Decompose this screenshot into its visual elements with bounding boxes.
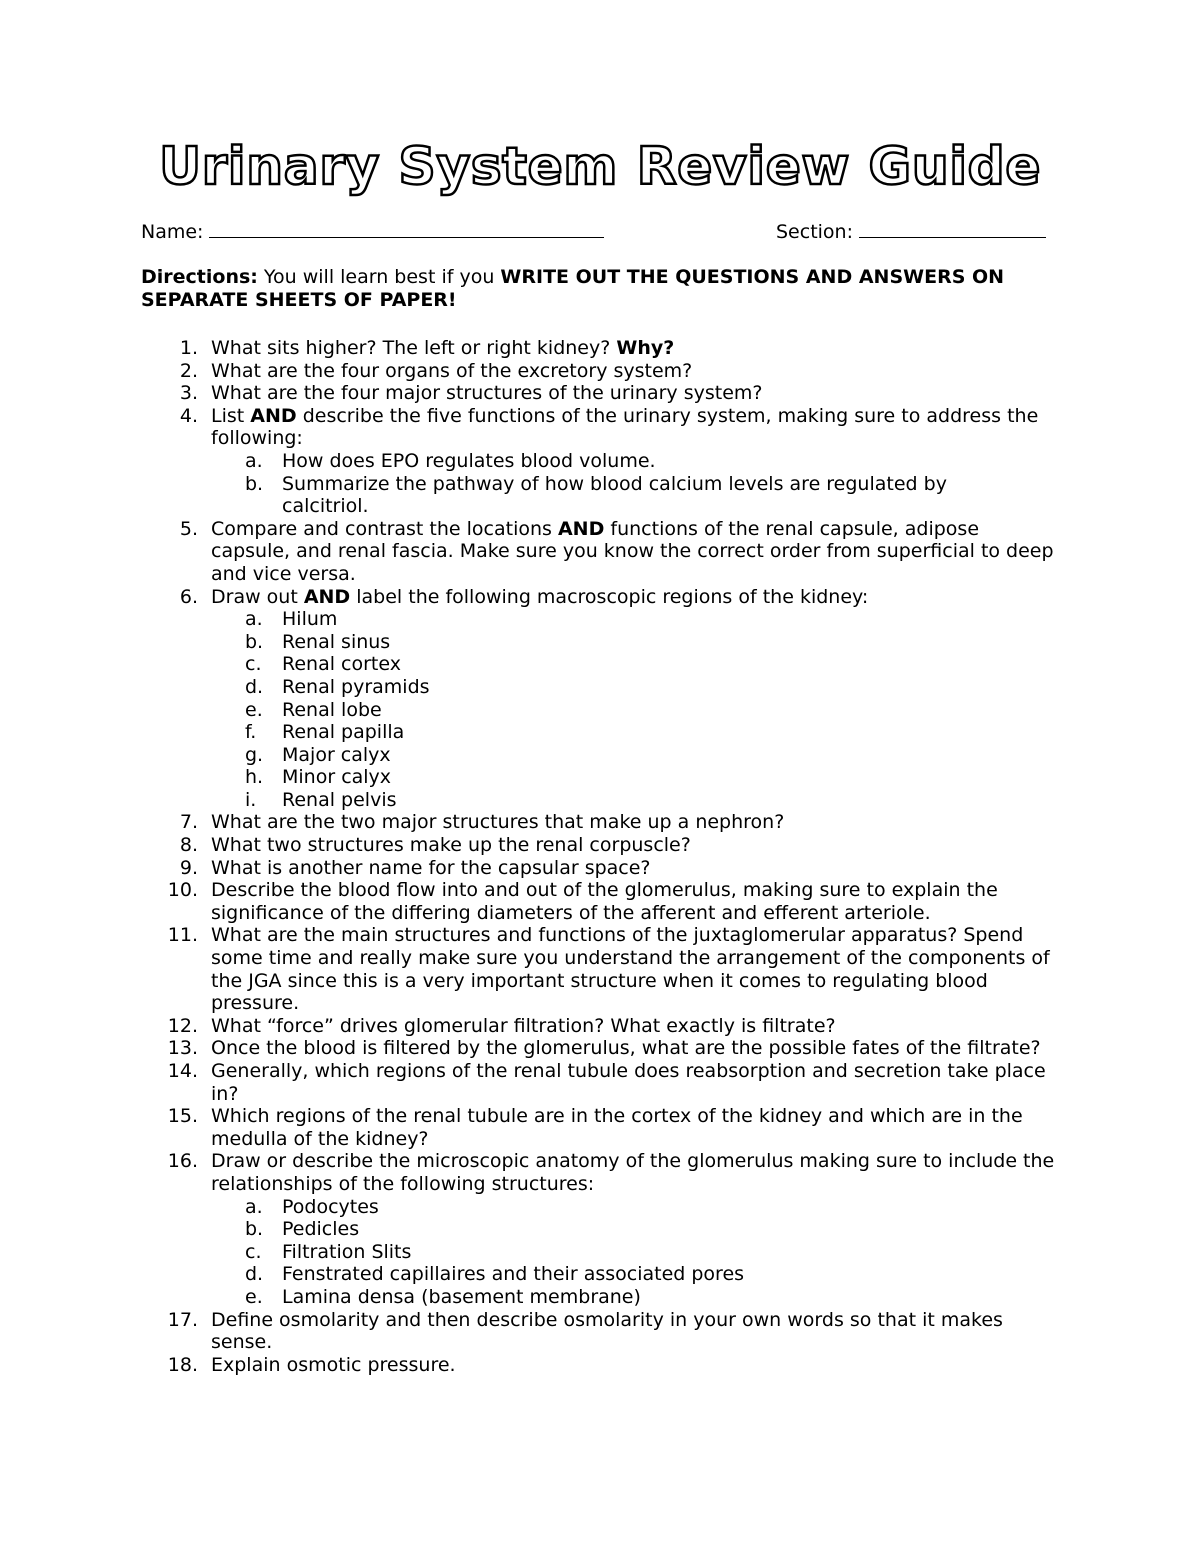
question-5 <box>0 518 1061 586</box>
sub-letter: a. <box>245 449 263 472</box>
sub-item <box>0 676 982 699</box>
sub-text: Fenstrated capillaires and their associated pores <box>282 1263 745 1286</box>
sub-letter: e. <box>245 1285 263 1308</box>
sub-letter: c. <box>245 1240 262 1263</box>
sub-letter: e. <box>245 698 263 721</box>
sub-text: Pedicles <box>282 1218 360 1241</box>
question-number: 18. <box>167 1353 198 1376</box>
name-field <box>141 218 604 246</box>
question-number: 14. <box>167 1060 198 1082</box>
question-emphasis: AND <box>303 585 351 608</box>
question-text: Draw or describe the microscopic anatomy of the glomerulus making sure to include the relationships of the following structures: <box>211 1150 1055 1195</box>
question-text: Compare and contrast the locations <box>211 517 558 540</box>
question-text: What “force” drives glomerular filtration? What exactly is filtrate? <box>211 1014 836 1037</box>
question-number: 15. <box>167 1105 198 1128</box>
question-number: 1. <box>179 337 198 359</box>
sub-text: Renal pyramids <box>282 675 430 698</box>
name-label: Name: <box>141 221 204 243</box>
sub-text: Summarize the pathway of how blood calcium levels are regulated by calcitriol. <box>282 472 947 518</box>
directions <box>141 266 1061 312</box>
question-text: Which regions of the renal tubule are in the cortex of the kidney and which are in the medulla of the kidney? <box>211 1105 1023 1150</box>
sub-letter: c. <box>245 653 262 676</box>
sub-letter: d. <box>245 1263 264 1286</box>
question-number: 4. <box>179 404 198 427</box>
question-3 <box>0 382 1061 405</box>
sub-item <box>0 1241 982 1264</box>
sub-text: Hilum <box>282 608 338 631</box>
directions-text: You will learn best if you <box>257 266 501 288</box>
question-text-cont: label the following macroscopic regions of the kidney: <box>350 585 869 608</box>
question-4 <box>0 405 1061 450</box>
question-emphasis: AND <box>250 404 297 427</box>
question-text: What is another name for the capsular space? <box>211 856 651 879</box>
sub-letter: b. <box>245 1218 264 1241</box>
question-text: Define osmolarity and then describe osmolarity in your own words so that it makes sense. <box>211 1308 1003 1354</box>
question-number: 3. <box>179 382 198 405</box>
page-title: Urinary System Review Guide <box>158 137 1042 197</box>
sub-letter: i. <box>245 788 257 811</box>
question-text: What are the main structures and functions of the juxtaglomerular apparatus? Spend some time and really make sure you understand the arrangement of the components of the JGA since this is a very important structure when it comes to regulating blood pressure. <box>211 924 1050 1015</box>
sub-text: Renal cortex <box>282 653 401 676</box>
question-number: 6. <box>179 585 198 608</box>
question-number: 16. <box>167 1150 198 1173</box>
question-number: 5. <box>179 517 198 540</box>
sub-item <box>0 721 982 744</box>
question-text: Draw out <box>211 585 304 608</box>
question-text: What are the four major structures of the urinary system? <box>211 382 763 405</box>
question-text: List <box>211 404 251 427</box>
question-12 <box>0 1015 1061 1038</box>
sub-letter: d. <box>245 675 264 698</box>
question-14 <box>0 1060 1061 1105</box>
sub-letter: f. <box>245 721 257 744</box>
sub-item <box>0 1286 982 1309</box>
question-number: 13. <box>167 1037 198 1060</box>
sub-letter: b. <box>245 472 264 495</box>
sub-item <box>0 473 982 518</box>
question-text: What sits higher? The left or right kidney? <box>211 337 617 359</box>
sub-text: Major calyx <box>282 743 391 766</box>
sub-item <box>0 631 982 654</box>
sub-item <box>0 766 982 789</box>
question-9 <box>0 857 1061 880</box>
question-number: 17. <box>167 1308 198 1331</box>
sub-letter: b. <box>245 630 264 653</box>
question-11 <box>0 924 1061 1014</box>
question-text: What are the four organs of the excretory system? <box>211 359 693 382</box>
sub-text: How does EPO regulates blood volume. <box>282 449 656 472</box>
question-13 <box>0 1037 1061 1060</box>
sub-item <box>0 744 982 767</box>
sub-letter: h. <box>245 766 264 789</box>
sub-text: Renal pelvis <box>282 788 397 811</box>
sub-text: Lamina densa (basement membrane) <box>282 1285 641 1308</box>
sub-item <box>0 608 982 631</box>
question-text-cont: describe the five functions of the urinary system, making sure to address the following: <box>211 404 1039 450</box>
sub-letter: a. <box>245 608 263 631</box>
question-number: 10. <box>167 879 198 902</box>
question-number: 12. <box>167 1014 198 1037</box>
sub-item <box>0 1263 982 1286</box>
sub-letter: g. <box>245 743 264 766</box>
sub-item <box>0 699 982 722</box>
question-7 <box>0 811 1061 834</box>
sub-item <box>0 1196 982 1219</box>
question-number: 11. <box>167 924 198 947</box>
sub-letter: a. <box>245 1195 263 1218</box>
sub-text: Minor calyx <box>282 766 392 789</box>
question-15 <box>0 1105 1061 1150</box>
name-blank-line <box>209 219 604 238</box>
question-emphasis: AND <box>557 517 605 540</box>
sub-text: Renal sinus <box>282 630 391 653</box>
question-17 <box>0 1309 1061 1354</box>
question-number: 7. <box>179 811 198 834</box>
sub-item <box>0 653 982 676</box>
sub-item <box>0 789 982 812</box>
question-8 <box>0 834 1061 857</box>
question-text: What two structures make up the renal corpuscle? <box>211 834 691 857</box>
section-label: Section: <box>776 221 853 243</box>
question-18 <box>0 1354 1061 1377</box>
sub-text: Renal papilla <box>282 721 405 744</box>
question-2 <box>0 360 1061 383</box>
question-text: Once the blood is filtered by the glomerulus, what are the possible fates of the filtrate? <box>211 1037 1041 1060</box>
question-text: Generally, which regions of the renal tubule does reabsorption and secretion take place in? <box>211 1060 1046 1105</box>
question-emphasis: Why? <box>616 337 675 359</box>
question-number: 2. <box>179 359 198 382</box>
question-number: 8. <box>179 834 198 857</box>
question-10 <box>0 879 1061 924</box>
section-field <box>776 218 1046 246</box>
directions-emphasis: WRITE OUT THE QUESTIONS AND ANSWERS ON SEPARATE SHEETS OF PAPER! <box>141 266 1005 311</box>
question-number: 9. <box>179 856 198 879</box>
question-6 <box>0 586 1061 609</box>
sub-text: Podocytes <box>282 1195 379 1218</box>
question-text: Explain osmotic pressure. <box>211 1353 456 1376</box>
sub-item <box>0 450 982 473</box>
question-text: What are the two major structures that make up a nephron? <box>211 811 785 834</box>
section-blank-line <box>859 219 1046 238</box>
sub-item <box>0 1218 982 1241</box>
directions-label: Directions: <box>141 266 258 288</box>
question-text-cont: functions of the renal capsule, adipose capsule, and renal fascia. Make sure you know the correct order from superficial to deep and vice versa. <box>211 517 1054 585</box>
question-text: Describe the blood flow into and out of the glomerulus, making sure to explain the significance of the differing diameters of the afferent and efferent arteriole. <box>211 879 998 924</box>
question-list <box>0 337 1200 1376</box>
question-1 <box>0 337 1061 360</box>
sub-text: Renal lobe <box>282 698 382 721</box>
sub-text: Filtration Slits <box>282 1240 412 1263</box>
question-16 <box>0 1150 1061 1195</box>
